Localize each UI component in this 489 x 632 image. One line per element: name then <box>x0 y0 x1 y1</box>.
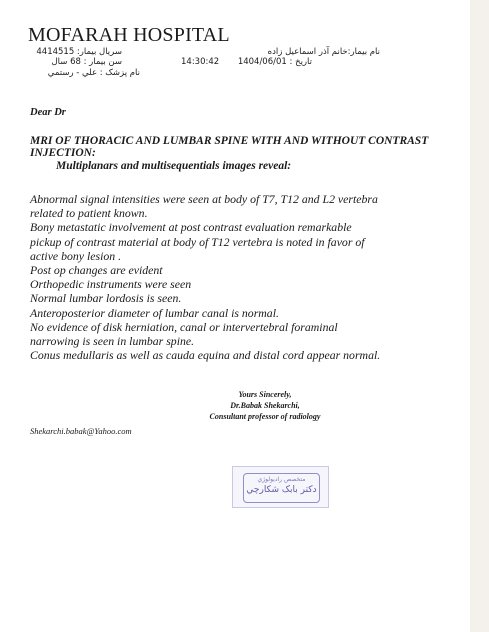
report-title: MRI OF THORACIC AND LUMBAR SPINE WITH AND WITHOUT CONTRAST INJECTION: <box>30 135 429 159</box>
finding-line: Abnormal signal intensities were seen at body of T7, T12 and L2 vertebra <box>30 192 378 206</box>
report-time: 14:30:42 <box>181 57 220 67</box>
finding-line: Orthopedic instruments were seen <box>30 277 192 292</box>
signature-block <box>150 389 380 422</box>
finding-line: Post op changes are evident <box>30 263 163 278</box>
hospital-name: MOFARAH HOSPITAL <box>28 24 230 46</box>
findings <box>30 192 460 362</box>
doctor-stamp <box>232 466 329 508</box>
finding-line: narrowing is seen in lumbar spine. <box>30 334 195 349</box>
signer-position: Consultant professor of radiology <box>209 412 321 421</box>
finding-line: Conus medullaris as well as cauda equina and distal cord appear normal. <box>30 348 381 363</box>
finding-line: related to patient known. <box>30 206 148 221</box>
signer-email: Shekarchi.babak@Yahoo.com <box>30 426 132 436</box>
doctor-name: نام پزشک : علي - رستمي <box>47 68 140 78</box>
patient-name: نام بيمار:خانم آذر اسماعيل زاده <box>267 47 380 57</box>
stamp-frame <box>243 473 320 503</box>
patient-serial: سريال بيمار: 4414515 <box>36 47 122 57</box>
finding-line: active bony lesion . <box>30 248 122 263</box>
stamp-name: دکتر بابک شکارچي <box>246 485 317 495</box>
finding-line: Normal lumbar lordosis is seen. <box>30 291 182 306</box>
finding-line: Anteroposterior diameter of lumbar canal is normal. <box>30 305 279 320</box>
report-subtitle: Multiplanars and multisequentials images reveal: <box>56 160 292 172</box>
stamp-specialty: متخصص راديولوژي <box>257 476 306 483</box>
scroll-margin <box>470 0 489 632</box>
finding-line: No evidence of disk herniation, canal or intervertebral foraminal <box>30 319 338 334</box>
closing: Yours Sincerely, <box>238 390 292 399</box>
finding-line: pickup of contrast material at body of T12 vertebra is noted in favor of <box>30 234 365 249</box>
greeting: Dear Dr <box>30 107 66 118</box>
finding-line: Bony metastatic involvement at post contrast evaluation remarkable <box>30 220 352 235</box>
report-date: تاريخ : 1404/06/01 <box>237 57 312 67</box>
signer-name: Dr.Babak Shekarchi, <box>230 401 300 410</box>
patient-age: سن بيمار : 68 سال <box>51 57 122 67</box>
